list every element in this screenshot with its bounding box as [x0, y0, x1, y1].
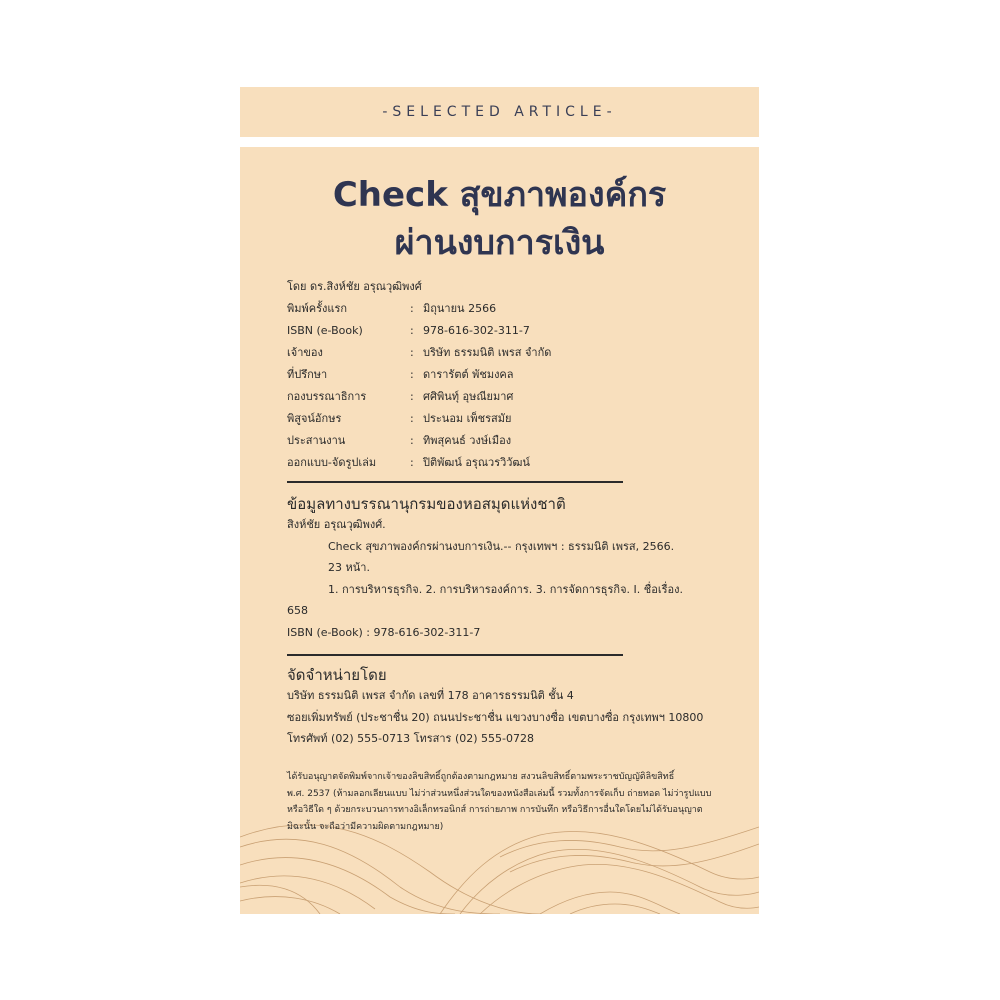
credit-colon: : [410, 412, 414, 425]
credit-value: ประนอม เพ็ชรสมัย [423, 412, 512, 425]
credit-key: พิมพ์ครั้งแรก [287, 302, 348, 315]
book-title [240, 171, 759, 267]
credit-row [287, 430, 551, 452]
distribution-line: บริษัท ธรรมนิติ เพรส จำกัด เลขที่ 178 อาคารธรรมนิติ ชั้น 4 [287, 689, 574, 702]
book-title-line-1: Check สุขภาพองค์กร [332, 175, 667, 215]
catalog-isbn: ISBN (e-Book) : 978-616-302-311-7 [287, 625, 481, 639]
catalog-block [287, 514, 717, 643]
catalog-author: สิงห์ชัย อรุณวุฒิพงศ์. [287, 518, 386, 531]
credit-colon: : [410, 390, 414, 403]
notice-line: ได้รับอนุญาตจัดพิมพ์จากเจ้าของลิขสิทธิ์ถูกต้องตามกฎหมาย สงวนลิขสิทธิ์ตามพระราชบัญญัติลิขสิทธิ์ [287, 772, 675, 782]
distribution-block [287, 685, 703, 750]
credit-key: พิสูจน์อักษร [287, 412, 342, 425]
credit-row [287, 342, 551, 364]
credit-value: บริษัท ธรรมนิติ เพรส จำกัด [423, 346, 552, 359]
credit-key: เจ้าของ [287, 346, 323, 359]
copyright-notice [287, 769, 727, 835]
credit-colon: : [410, 302, 414, 315]
distribution-line: ซอยเพิ่มทรัพย์ (ประชาชื่น 20) ถนนประชาชื่น แขวงบางซื่อ เขตบางซื่อ กรุงเทพฯ 10800 [287, 710, 704, 724]
credit-colon: : [410, 324, 414, 337]
credit-key: ออกแบบ-จัดรูปเล่ม [287, 456, 377, 469]
header-label: -SELECTED ARTICLE- [382, 104, 617, 120]
credit-colon: : [410, 368, 414, 381]
credit-row [287, 298, 551, 320]
catalog-pages: 23 หน้า. [328, 561, 370, 574]
notice-line: พ.ศ. 2537 (ห้ามลอกเลียนแบบ ไม่ว่าส่วนหนึ่งส่วนใดของหนังสือเล่มนี้ รวมทั้งการจัดเก็บ ถ่ายทอด ไม่ว่ารูปแบบ [287, 788, 712, 799]
notice-line: มิฉะนั้น จะถือว่ามีความผิดตามกฎหมาย) [287, 821, 444, 832]
credit-row [287, 408, 551, 430]
byline: โดย ดร.สิงห์ชัย อรุณวุฒิพงศ์ [287, 280, 422, 293]
distribution-line: โทรศัพท์ (02) 555-0713 โทรสาร (02) 555-0728 [287, 732, 534, 745]
book-page [240, 147, 759, 914]
credit-key: ที่ปรึกษา [287, 368, 328, 381]
credit-colon: : [410, 434, 414, 447]
catalog-entry: Check สุขภาพองค์กรผ่านงบการเงิน.-- กรุงเทพฯ : ธรรมนิติ เพรส, 2566. [328, 539, 675, 553]
catalog-heading: ข้อมูลทางบรรณานุกรมของหอสมุดแห่งชาติ [287, 495, 566, 513]
header-band [240, 87, 759, 137]
credit-key: กองบรรณาธิการ [287, 390, 367, 403]
credit-row [287, 386, 551, 408]
catalog-class-number: 658 [287, 604, 308, 617]
credit-value: ดารารัตต์ พัชมงคล [423, 368, 514, 381]
credit-value: ทิพสุคนธ์ วงษ์เมือง [423, 434, 512, 447]
credit-value: ปิติพัฒน์ อรุณวรวิวัฒน์ [423, 456, 530, 469]
credit-row [287, 320, 551, 342]
credit-colon: : [410, 346, 414, 359]
credits-block [287, 276, 551, 474]
credit-value: ศศิพินทุ์ อุษณียมาศ [423, 390, 514, 403]
catalog-subjects: 1. การบริหารธุรกิจ. 2. การบริหารองค์การ. 3. การจัดการธุรกิจ. I. ชื่อเรื่อง. [328, 582, 683, 596]
credit-colon: : [410, 456, 414, 469]
credit-row [287, 452, 551, 474]
notice-line: หรือวิธีใด ๆ ด้วยกระบวนการทางอิเล็กทรอนิกส์ การถ่ายภาพ การบันทึก หรือวิธีการอื่นใดโดยไม่ได้รับอนุญาต [287, 805, 703, 815]
credit-value: 978-616-302-311-7 [423, 324, 530, 337]
divider [287, 654, 623, 656]
divider [287, 481, 623, 483]
credit-value: มิถุนายน 2566 [423, 302, 497, 315]
distribution-heading: จัดจำหน่ายโดย [287, 666, 387, 684]
book-title-line-2: ผ่านงบการเงิน [394, 223, 605, 263]
credit-row [287, 364, 551, 386]
credit-key: ISBN (e-Book) [287, 324, 363, 337]
credit-key: ประสานงาน [287, 434, 346, 447]
